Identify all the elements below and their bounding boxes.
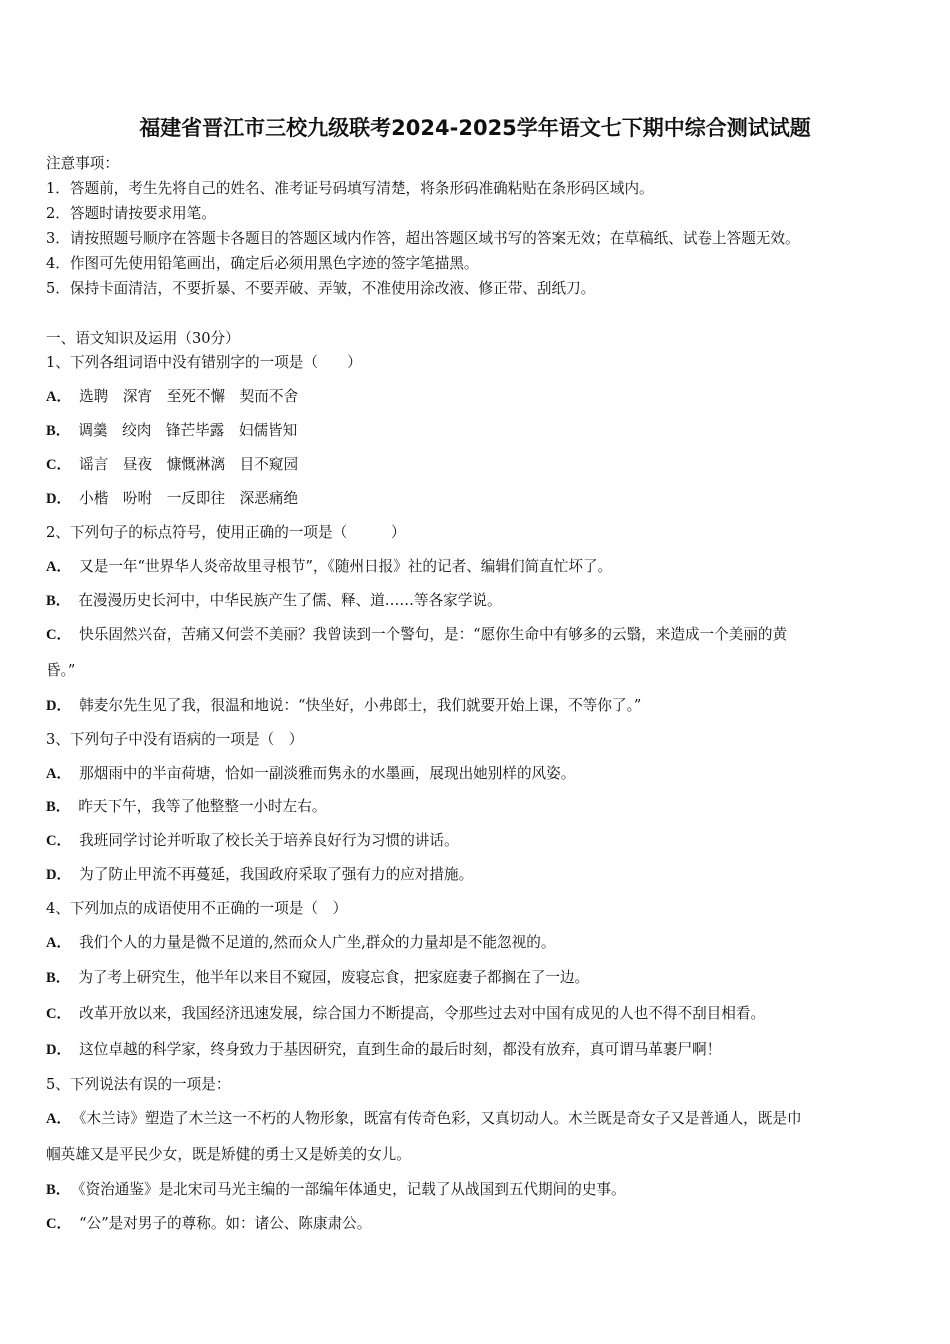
option-letter: B． — [46, 970, 71, 986]
option-letter: D． — [46, 698, 72, 714]
option-letter: B． — [46, 799, 71, 815]
option-text: 改革开放以来，我国经济迅速发展，综合国力不断提高，令那些过去对中国有成见的人也不得不刮目相看。 — [79, 1005, 766, 1022]
option-text: “公”是对男子的尊称。如：诸公、陈康肃公。 — [79, 1215, 372, 1232]
q4-option-b — [46, 966, 589, 987]
notice-item: 3．请按照题号顺序在答题卡各题目的答题区域内作答，超出答题区域书写的答案无效；在草稿纸、试卷上答题无效。 — [46, 230, 800, 247]
option-letter: A． — [46, 389, 72, 405]
option-text: 在漫漫历史长河中，中华民族产生了儒、释、道……等各家学说。 — [78, 592, 502, 609]
option-text: 我班同学讨论并听取了校长关于培养良好行为习惯的讲话。 — [79, 832, 459, 849]
q2-option-d — [46, 694, 641, 715]
question-stem-1: 1、下列各组词语中没有错别字的一项是（ ） — [46, 354, 362, 371]
section-heading: 一、语文知识及运用（30分） — [46, 330, 240, 347]
option-letter: B． — [46, 423, 71, 439]
option-text: 为了防止甲流不再蔓延，我国政府采取了强有力的应对措施。 — [79, 866, 474, 883]
notice-item: 2．答题时请按要求用笔。 — [46, 205, 216, 222]
q4-option-c — [46, 1002, 765, 1023]
option-text: 为了考上研究生，他半年以来目不窥园，废寝忘食，把家庭妻子都搁在了一边。 — [78, 969, 590, 986]
question-stem-4: 4、下列加点的成语使用不正确的一项是（ ） — [46, 900, 348, 917]
q5-option-a — [46, 1107, 802, 1128]
option-letter: D． — [46, 1042, 72, 1058]
option-text: 我们个人的力量是微不足道的,然而众人广坐,群众的力量却是不能忽视的。 — [79, 934, 556, 951]
option-text: 选聘 深宵 至死不懈 契而不舍 — [79, 388, 299, 405]
option-text: 小楷 吩咐 一反即往 深恶痛绝 — [79, 490, 299, 507]
option-letter: A． — [46, 1111, 72, 1127]
option-letter: A． — [46, 935, 72, 951]
q1-option-c — [46, 453, 298, 474]
q4-option-d — [46, 1038, 721, 1059]
question-stem-3: 3、下列句子中没有语病的一项是（ ） — [46, 731, 304, 748]
option-text: 这位卓越的科学家，终身致力于基因研究，直到生命的最后时刻，都没有放弃，真可谓马革裹尸啊！ — [79, 1041, 722, 1058]
q2-option-a — [46, 555, 612, 576]
option-letter: C． — [46, 833, 72, 849]
option-letter: A． — [46, 559, 72, 575]
q2-option-c-continued: 昏。” — [46, 662, 76, 679]
notice-item: 4．作图可先使用铅笔画出，确定后必须用黑色字迹的签字笔描黑。 — [46, 255, 479, 272]
option-text: 快乐固然兴奋，苦痛又何尝不美丽？我曾读到一个警句，是：“愿你生命中有够多的云翳，来造成一个美丽的黄 — [79, 626, 788, 643]
option-text: 谣言 昼夜 慷慨淋漓 目不窥园 — [79, 456, 299, 473]
option-letter: C． — [46, 1006, 72, 1022]
q1-option-b — [46, 419, 297, 440]
option-letter: B． — [46, 1182, 71, 1198]
q5-option-b — [46, 1178, 626, 1199]
q3-option-b — [46, 795, 326, 816]
option-letter: D． — [46, 491, 72, 507]
option-letter: C． — [46, 627, 72, 643]
option-letter: C． — [46, 457, 72, 473]
question-stem-5: 5、下列说法有误的一项是： — [46, 1076, 231, 1093]
question-stem-2: 2、下列句子的标点符号，使用正确的一项是（ ） — [46, 524, 406, 541]
notice-item: 5．保持卡面清洁，不要折暴、不要弄破、弄皱，不准使用涂改液、修正带、刮纸刀。 — [46, 280, 596, 297]
q3-option-a — [46, 762, 575, 783]
option-text: 昨天下午，我等了他整整一小时左右。 — [78, 798, 327, 815]
page-title: 福建省晋江市三校九级联考2024-2025学年语文七下期中综合测试试题 — [139, 116, 811, 140]
option-text: 调羹 绞肉 锋芒毕露 妇儒皆知 — [78, 422, 298, 439]
q3-option-d — [46, 863, 473, 884]
option-text: 《木兰诗》塑造了木兰这一不朽的人物形象，既富有传奇色彩，又真切动人。木兰既是奇女子又是普通人，既是巾 — [79, 1110, 802, 1127]
q5-option-a-continued: 帼英雄又是平民少女，既是矫健的勇士又是娇美的女儿。 — [46, 1146, 411, 1163]
option-text: 《资治通鉴》是北宋司马光主编的一部编年体通史，记载了从战国到五代期间的史事。 — [78, 1181, 626, 1198]
option-text: 韩麦尔先生见了我，很温和地说：“快坐好，小弗郎士，我们就要开始上课，不等你了。” — [79, 697, 642, 714]
option-letter: C． — [46, 1216, 72, 1232]
q1-option-a — [46, 385, 298, 406]
option-text: 那烟雨中的半亩荷塘，恰如一副淡雅而隽永的水墨画，展现出她别样的风姿。 — [79, 765, 576, 782]
option-letter: A． — [46, 766, 72, 782]
option-text: 又是一年“世界华人炎帝故里寻根节”，《随州日报》社的记者、编辑们简直忙坏了。 — [79, 558, 613, 575]
q4-option-a — [46, 931, 555, 952]
q2-option-b — [46, 589, 502, 610]
q5-option-c — [46, 1212, 371, 1233]
option-letter: D． — [46, 867, 72, 883]
q1-option-d — [46, 487, 298, 508]
notice-heading: 注意事项： — [46, 155, 119, 172]
notice-item: 1．答题前，考生先将自己的姓名、准考证号码填写清楚，将条形码准确粘贴在条形码区域内。 — [46, 180, 654, 197]
option-letter: B． — [46, 593, 71, 609]
q2-option-c — [46, 623, 787, 644]
q3-option-c — [46, 829, 459, 850]
